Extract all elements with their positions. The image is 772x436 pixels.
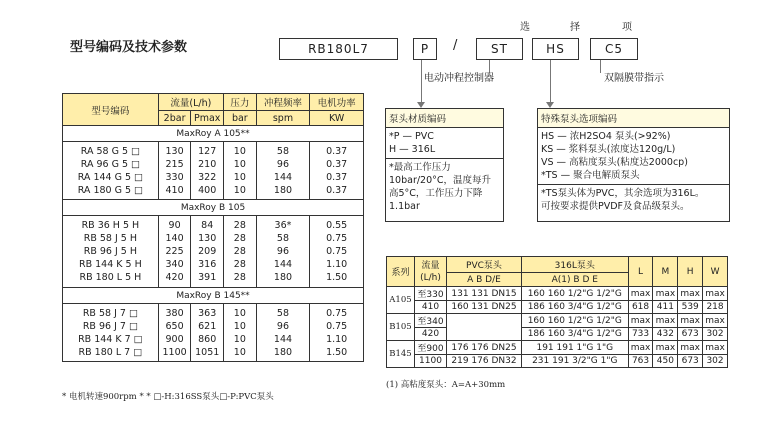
dim-h: 673 — [678, 328, 703, 341]
section-title: MaxRoy B 105 — [63, 200, 364, 216]
kw-cell — [310, 142, 364, 200]
special-line: HS — 浓H2SO4 泵头(>92%) — [541, 131, 671, 142]
connector-special — [550, 60, 551, 103]
spm-value: 58 — [276, 145, 290, 157]
pmax-value: 400 — [198, 184, 217, 196]
header-flow-pmax: Pmax — [191, 111, 224, 126]
dim-l: 763 — [628, 355, 653, 368]
kw-value: 1.10 — [326, 333, 348, 345]
pressure-cell — [224, 142, 257, 200]
pmax-value: 210 — [198, 158, 217, 170]
pressure-value: 10 — [233, 145, 246, 157]
option-label-3: 项 — [622, 22, 632, 33]
flow-value: 650 — [165, 320, 184, 332]
dim-series: B145 — [387, 341, 415, 368]
header-power-unit: KW — [310, 111, 364, 126]
code-box-model: RB180L7 — [279, 38, 398, 60]
material-code-box — [385, 108, 504, 222]
dim-l: max — [628, 341, 653, 355]
kw-value: 0.37 — [326, 158, 348, 170]
flow-value: 225 — [165, 246, 184, 257]
dim-subheader-316l: A(1) B D E — [521, 273, 628, 287]
dim-h: 539 — [678, 301, 703, 314]
spm-value: 144 — [273, 171, 293, 183]
dim-w: max — [703, 287, 728, 301]
flow-value: 410 — [165, 184, 184, 196]
dim-ss: 160 160 1/2"G 1/2"G — [521, 314, 628, 328]
kw-value: 1.10 — [326, 259, 348, 270]
code-slash: / — [453, 38, 458, 53]
kw-value: 0.37 — [326, 145, 348, 157]
dimension-table — [386, 256, 728, 368]
code-box-material: P — [413, 38, 437, 60]
special-line: *TS — 聚合电解质泵头 — [541, 170, 640, 181]
dim-h: max — [678, 341, 703, 355]
model-code: RB 96 J 7 □ — [82, 320, 138, 332]
dim-l: max — [628, 314, 653, 328]
pmax-value: 391 — [198, 272, 217, 283]
dim-m: max — [653, 341, 678, 355]
header-stroke-unit: spm — [256, 111, 310, 126]
pmax-value: 322 — [198, 171, 217, 183]
pmax-value: 84 — [201, 220, 214, 231]
kw-value: 1.50 — [326, 346, 348, 358]
spm-cell — [256, 142, 310, 200]
pressure-value: 10 — [233, 171, 246, 183]
pressure-value: 28 — [233, 272, 246, 283]
dim-m: max — [653, 287, 678, 301]
dim-header-flow: 流量 (L/h) — [414, 257, 446, 287]
kw-cell — [310, 304, 364, 362]
header-power: 电机功率 — [310, 94, 364, 111]
connector-material — [421, 60, 422, 103]
pmax-value: 209 — [198, 246, 217, 257]
header-pressure: 压力 — [224, 94, 257, 111]
spm-value: 96 — [276, 158, 290, 170]
material-box-header: 泵头材质编码 — [386, 109, 503, 128]
dim-h: max — [678, 314, 703, 328]
dim-l: 733 — [628, 328, 653, 341]
spm-value: 144 — [273, 259, 293, 270]
dim-pvc: 131 131 DN15 — [447, 287, 522, 301]
header-pressure-unit: bar — [224, 111, 257, 126]
header-stroke: 冲程频率 — [256, 94, 310, 111]
flow2-cell — [158, 304, 191, 362]
header-model: 型号编码 — [63, 94, 159, 126]
pmax-value: 860 — [198, 333, 217, 345]
pmax-cell — [191, 142, 224, 200]
material-note: 1.1bar — [389, 201, 420, 212]
dim-ss: 186 160 3/4"G 1/2"G — [521, 301, 628, 314]
kw-value: 0.37 — [326, 171, 348, 183]
dim-header-m: M — [653, 257, 678, 287]
pressure-value: 10 — [233, 333, 246, 345]
dim-h: max — [678, 287, 703, 301]
flow-value: 900 — [165, 333, 184, 345]
spm-value: 180 — [273, 184, 293, 196]
special-line: KS — 浆料泵头(浓度达120g/L) — [541, 144, 676, 155]
spm-value: 36* — [274, 220, 292, 231]
header-flow: 流量(L/h) — [158, 94, 223, 111]
dim-ss: 186 160 3/4"G 1/2"G — [521, 328, 628, 341]
pmax-value: 621 — [198, 320, 217, 332]
kw-value: 1.50 — [326, 272, 348, 283]
flow-value: 1100 — [162, 346, 187, 358]
spm-cell — [256, 216, 310, 288]
pressure-cell — [224, 216, 257, 288]
dim-m: 432 — [653, 328, 678, 341]
spm-value: 96 — [276, 246, 290, 257]
code-box-control: ST — [476, 38, 523, 60]
spm-value: 180 — [273, 346, 293, 358]
pmax-value: 1051 — [195, 346, 220, 358]
flow-value: 340 — [165, 259, 184, 270]
dim-m: max — [653, 314, 678, 328]
kw-value: 0.75 — [326, 233, 348, 244]
flow2-cell — [158, 216, 191, 288]
dim-w: 302 — [703, 328, 728, 341]
dim-l: 618 — [628, 301, 653, 314]
dim-series: A105 — [387, 287, 415, 314]
pmax-cell — [191, 216, 224, 288]
dimension-footnote: (1) 高粘度泵头：A=A+30mm — [386, 380, 506, 390]
dim-l: max — [628, 287, 653, 301]
model-code: RB 96 J 5 H — [83, 246, 138, 257]
model-code: RB 144 K 5 H — [79, 259, 142, 270]
diaphragm-label: 双隔膜带指示 — [604, 73, 664, 84]
special-options-box — [537, 108, 730, 222]
dim-header-h: H — [678, 257, 703, 287]
model-code: RB 36 H 5 H — [81, 220, 140, 231]
dim-ss: 191 191 1"G 1"G — [521, 341, 628, 355]
dim-header-316l: 316L泵头 — [521, 257, 628, 273]
table-footnote: * 电机转速900rpm * * □-H:316SS泵头□-P:PVC泵头 — [62, 392, 274, 402]
models-cell — [63, 304, 159, 362]
dim-ss: 160 160 1/2"G 1/2"G — [521, 287, 628, 301]
pmax-value: 130 — [198, 233, 217, 244]
pressure-value: 10 — [233, 307, 246, 319]
dim-flow: 1100 — [414, 355, 446, 368]
flow-value: 380 — [165, 307, 184, 319]
material-line: H — 316L — [389, 144, 436, 155]
pmax-value: 316 — [198, 259, 217, 270]
dim-m: 411 — [653, 301, 678, 314]
model-code: RA 180 G 5 □ — [77, 184, 144, 196]
material-line: *P — PVC — [389, 131, 434, 142]
dim-pvc: 219 176 DN32 — [447, 355, 522, 368]
option-label-2: 择 — [570, 22, 580, 33]
dim-header-pvc: PVC泵头 — [447, 257, 522, 273]
spm-cell — [256, 304, 310, 362]
page-title: 型号编码及技术参数 — [70, 40, 188, 55]
special-line: VS — 高粘度泵头(粘度达2000cp) — [541, 157, 688, 168]
material-note: 10bar/20°C，温度每升 — [389, 175, 492, 186]
model-code: RA 58 G 5 □ — [80, 145, 141, 157]
header-flow-2bar: 2bar — [158, 111, 191, 126]
dim-flow: 420 — [414, 328, 446, 341]
spm-value: 144 — [273, 333, 293, 345]
code-box-diaphragm: C5 — [590, 38, 638, 60]
kw-value: 0.75 — [326, 307, 348, 319]
section-title: MaxRoy A 105** — [63, 126, 364, 142]
spm-value: 96 — [276, 320, 290, 332]
special-note: 可按要求提供PVDF及食品级泵头。 — [541, 201, 690, 212]
pressure-cell — [224, 304, 257, 362]
model-code: RB 58 J 7 □ — [82, 307, 138, 319]
dim-header-series: 系列 — [387, 257, 415, 287]
dim-w: 302 — [703, 355, 728, 368]
kw-cell — [310, 216, 364, 288]
dim-subheader-pvc: A B D/E — [447, 273, 522, 287]
dim-pvc — [447, 314, 522, 341]
models-cell — [63, 216, 159, 288]
pmax-value: 363 — [198, 307, 217, 319]
flow-value: 215 — [165, 158, 184, 170]
dim-m: 450 — [653, 355, 678, 368]
pressure-value: 28 — [233, 259, 246, 270]
spec-table — [62, 93, 364, 362]
dim-flow: 410 — [414, 301, 446, 314]
dim-flow: 至900 — [414, 341, 446, 355]
model-code: RB 180 L 7 □ — [78, 346, 143, 358]
flow-value: 90 — [168, 220, 181, 231]
connector-diaphragm — [600, 60, 601, 73]
model-code: RB 58 J 5 H — [83, 233, 138, 244]
dim-w: 218 — [703, 301, 728, 314]
models-cell — [63, 142, 159, 200]
flow2-cell — [158, 142, 191, 200]
spm-value: 58 — [276, 233, 290, 244]
special-note: *TS泵头体为PVC，其余选项为316L。 — [541, 188, 705, 199]
dim-w: max — [703, 341, 728, 355]
special-box-header: 特殊泵头选项编码 — [538, 109, 729, 128]
pressure-value: 10 — [233, 346, 246, 358]
flow-value: 130 — [165, 145, 184, 157]
model-code: RB 144 K 7 □ — [78, 333, 143, 345]
dim-w: max — [703, 314, 728, 328]
pressure-value: 28 — [233, 220, 246, 231]
dim-ss: 231 191 3/2"G 1"G — [521, 355, 628, 368]
kw-value: 0.55 — [326, 220, 348, 231]
model-code: RA 96 G 5 □ — [80, 158, 141, 170]
spm-value: 58 — [276, 307, 290, 319]
flow-value: 140 — [165, 233, 184, 244]
flow-value: 420 — [165, 272, 184, 283]
section-title: MaxRoy B 145** — [63, 288, 364, 304]
kw-value: 0.75 — [326, 320, 348, 332]
material-note: 高5°C，工作压力下降 — [389, 188, 483, 199]
dim-series: B105 — [387, 314, 415, 341]
material-note: *最高工作压力 — [389, 162, 451, 173]
option-label-1: 选 — [520, 22, 530, 33]
pressure-value: 28 — [233, 246, 246, 257]
model-code: RA 144 G 5 □ — [77, 171, 144, 183]
pressure-value: 10 — [233, 184, 246, 196]
model-code: RB 180 L 5 H — [79, 272, 142, 283]
dim-pvc: 160 131 DN25 — [447, 301, 522, 314]
code-box-special: HS — [532, 38, 579, 60]
pressure-value: 28 — [233, 233, 246, 244]
kw-value: 0.75 — [326, 246, 348, 257]
pmax-cell — [191, 304, 224, 362]
pmax-value: 127 — [198, 145, 217, 157]
dim-flow: 至340 — [414, 314, 446, 328]
spm-value: 180 — [273, 272, 293, 283]
dim-pvc: 176 176 DN25 — [447, 341, 522, 355]
dim-header-l: L — [628, 257, 653, 287]
control-label: 电动冲程控制器 — [424, 73, 494, 84]
flow-value: 330 — [165, 171, 184, 183]
pressure-value: 10 — [233, 158, 246, 170]
dim-header-w: W — [703, 257, 728, 287]
dim-h: 673 — [678, 355, 703, 368]
pressure-value: 10 — [233, 320, 246, 332]
dim-flow: 至330 — [414, 287, 446, 301]
kw-value: 0.37 — [326, 184, 348, 196]
